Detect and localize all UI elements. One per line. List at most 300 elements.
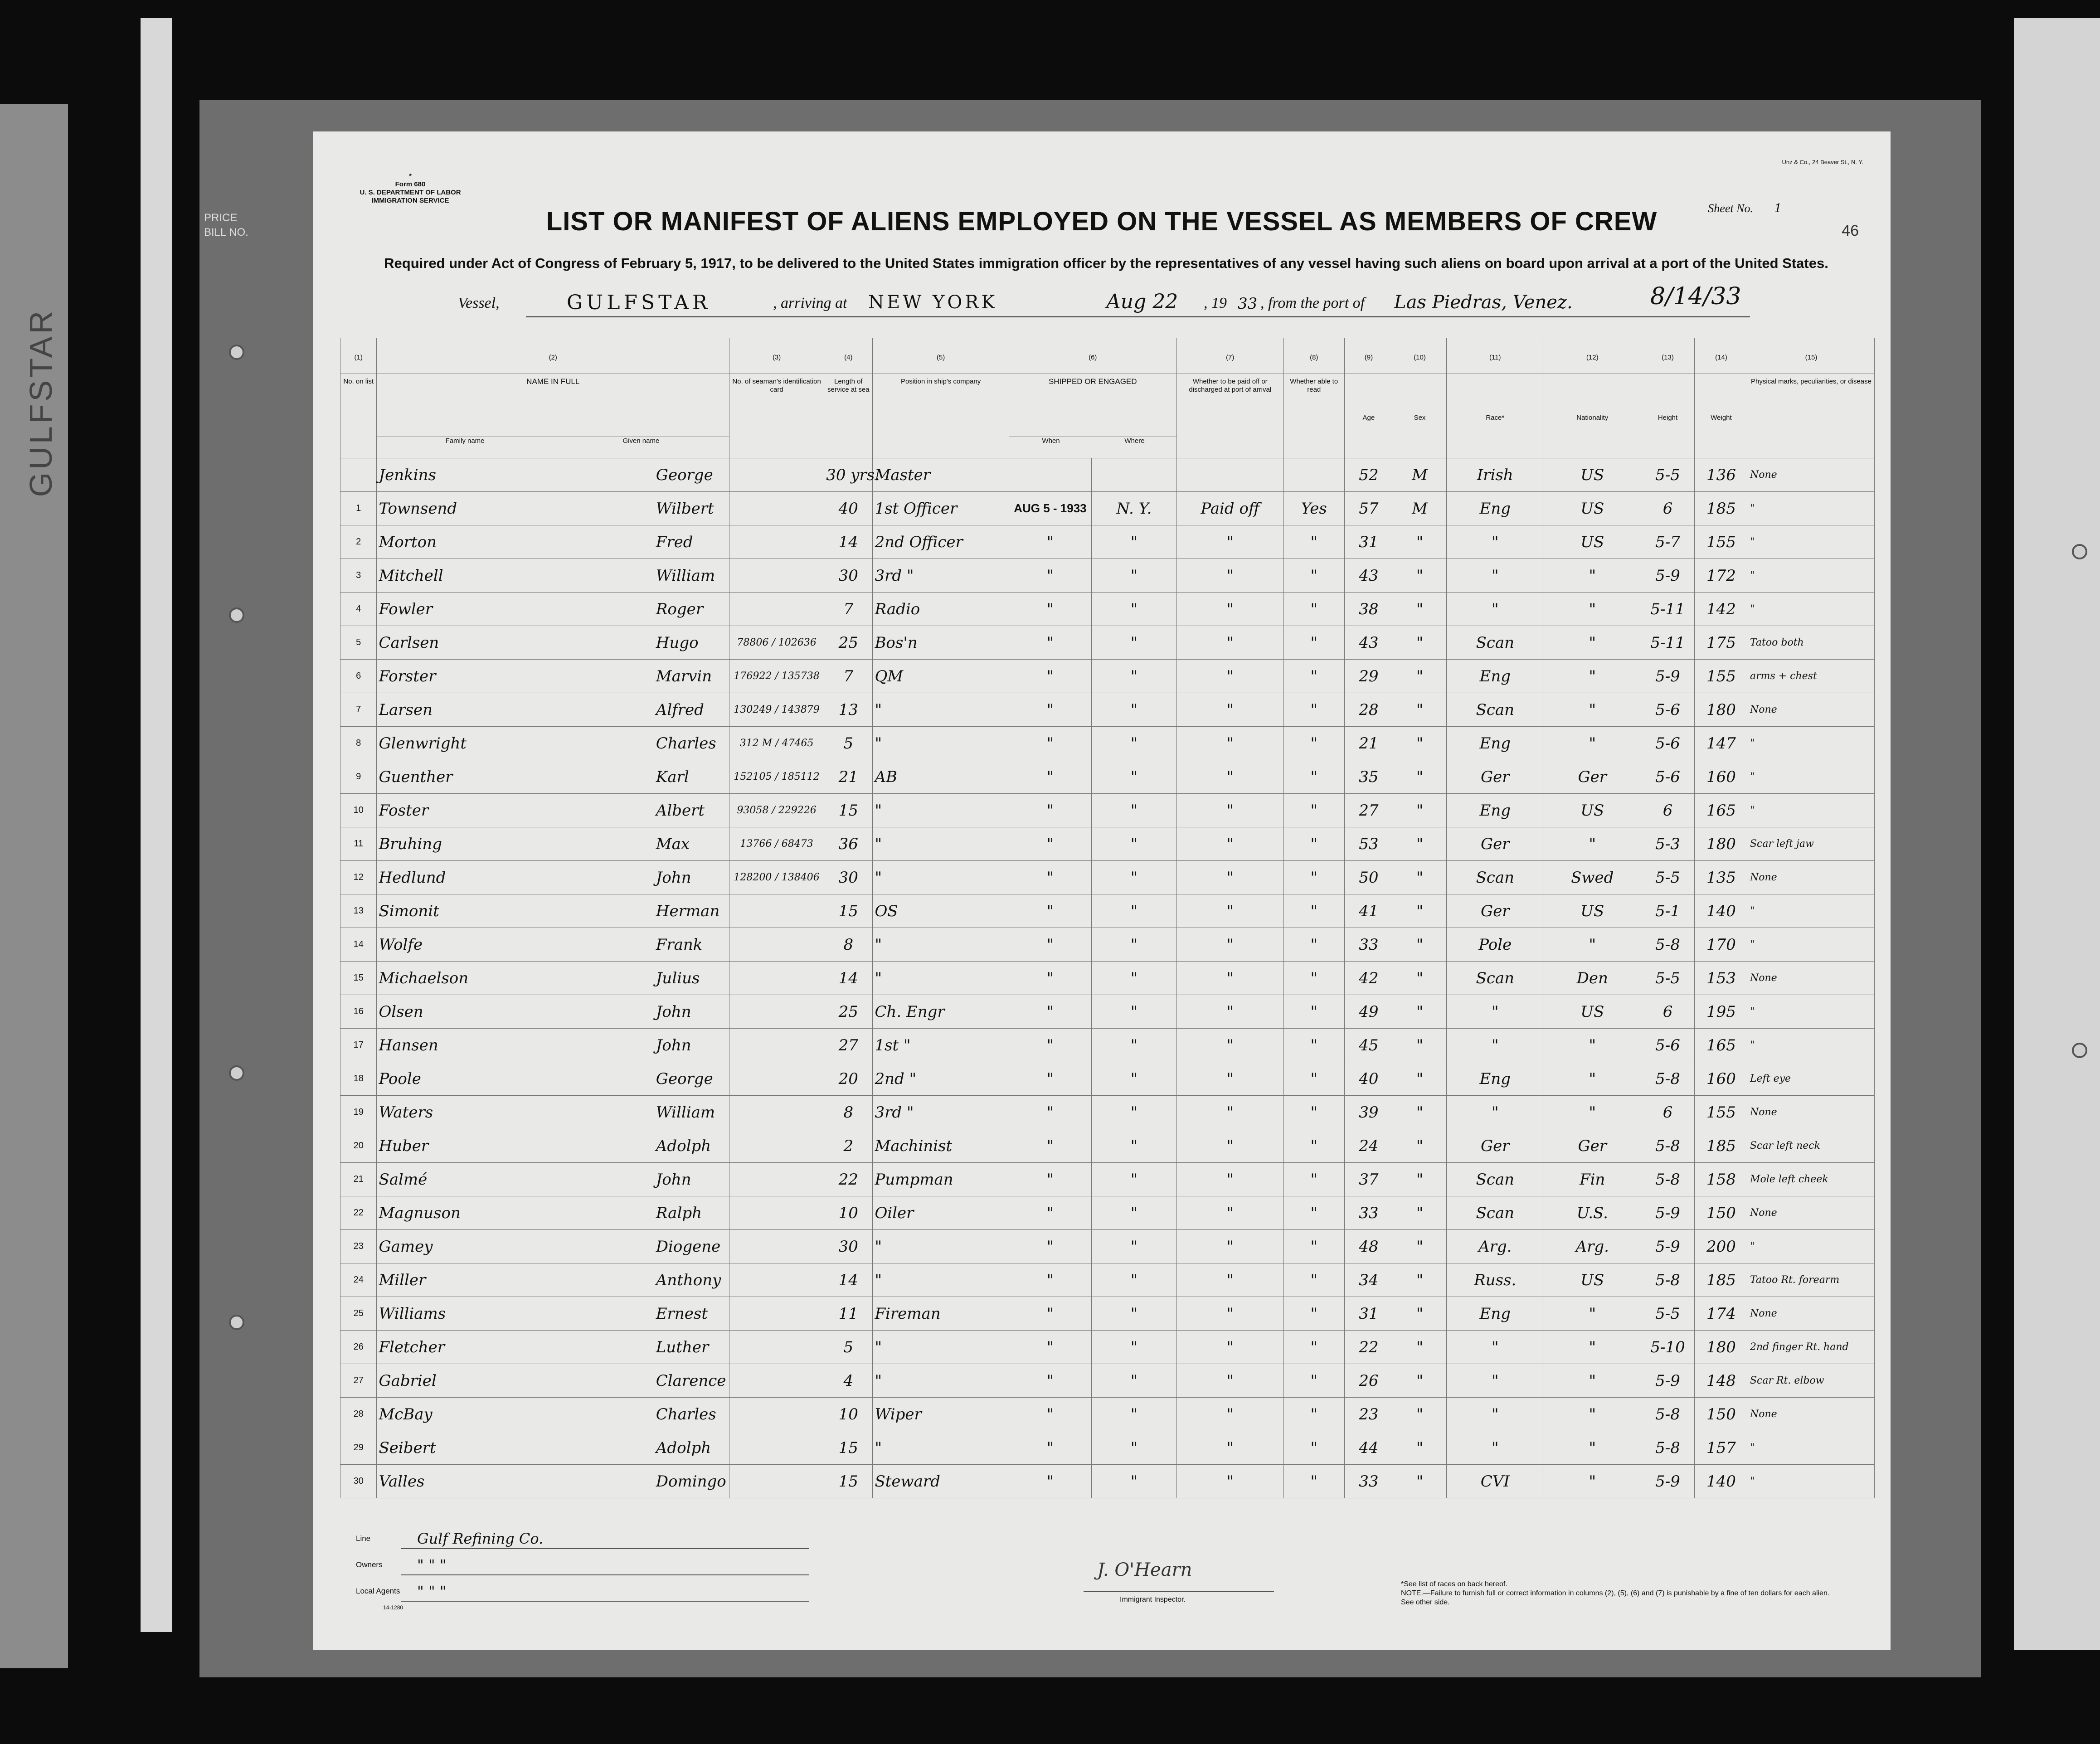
- cell-id-card: [729, 1196, 824, 1230]
- service-name: IMMIGRATION SERVICE: [371, 197, 449, 204]
- cell-able-to-read: ": [1283, 894, 1344, 928]
- cell-row-number: [340, 458, 377, 492]
- cell-height: 5-5: [1641, 962, 1695, 995]
- voyage-line: [313, 283, 1891, 322]
- cell-given-name: George: [654, 1062, 729, 1096]
- cell-race: ": [1447, 995, 1544, 1029]
- cell-family-name: Townsend: [377, 492, 654, 525]
- col-header-weight: Weight: [1695, 374, 1748, 458]
- cell-able-to-read: ": [1283, 760, 1344, 794]
- cell-position: Oiler: [873, 1196, 1009, 1230]
- binder-hole: [229, 1065, 244, 1081]
- col-header-no: No. on list: [340, 374, 377, 458]
- cell-shipped-where: ": [1092, 760, 1177, 794]
- cell-id-card: 128200 / 138406: [729, 861, 824, 894]
- cell-position: ": [873, 794, 1009, 827]
- cell-weight: 155: [1695, 660, 1748, 693]
- cell-paid-off: ": [1176, 593, 1283, 626]
- cell-family-name: Seibert: [377, 1431, 654, 1465]
- cell-service-years: 2: [824, 1129, 873, 1163]
- col-header-sex: Sex: [1393, 374, 1447, 458]
- cell-family-name: Morton: [377, 525, 654, 559]
- cell-age: 31: [1344, 525, 1393, 559]
- cell-able-to-read: ": [1283, 928, 1344, 962]
- line-row: [356, 1525, 544, 1552]
- cell-position: Ch. Engr: [873, 995, 1009, 1029]
- cell-age: 29: [1344, 660, 1393, 693]
- cell-age: 27: [1344, 794, 1393, 827]
- cell-able-to-read: ": [1283, 1129, 1344, 1163]
- cell-family-name: Jenkins: [377, 458, 654, 492]
- cell-shipped-where: ": [1092, 1196, 1177, 1230]
- cell-race: ": [1447, 1331, 1544, 1364]
- cell-shipped-where: ": [1092, 995, 1177, 1029]
- cell-given-name: Ralph: [654, 1196, 729, 1230]
- cell-age: 37: [1344, 1163, 1393, 1196]
- cell-shipped-where: ": [1092, 626, 1177, 660]
- cell-height: 5-8: [1641, 1163, 1695, 1196]
- cell-physical-marks: None: [1748, 962, 1874, 995]
- cell-physical-marks: arms + chest: [1748, 660, 1874, 693]
- cell-weight: 160: [1695, 760, 1748, 794]
- cell-shipped-when: ": [1009, 593, 1091, 626]
- cell-age: 23: [1344, 1398, 1393, 1431]
- cell-able-to-read: Yes: [1283, 492, 1344, 525]
- cell-age: 21: [1344, 727, 1393, 760]
- inspector-signature: J. O'Hearn: [1097, 1559, 1192, 1580]
- cell-nationality: Den: [1544, 962, 1641, 995]
- name-subheaders: [377, 437, 729, 458]
- cell-family-name: Williams: [377, 1297, 654, 1331]
- cell-shipped-where: ": [1092, 1163, 1177, 1196]
- cell-physical-marks: ": [1748, 1230, 1874, 1263]
- cell-able-to-read: ": [1283, 525, 1344, 559]
- cell-shipped-where: ": [1092, 1398, 1177, 1431]
- cell-weight: 180: [1695, 693, 1748, 727]
- cell-shipped-when: ": [1009, 928, 1091, 962]
- cell-nationality: ": [1544, 1465, 1641, 1498]
- cell-sex: ": [1393, 1096, 1447, 1129]
- form-code: 14-1280: [383, 1604, 403, 1611]
- cell-weight: 150: [1695, 1398, 1748, 1431]
- cell-sex: ": [1393, 760, 1447, 794]
- cell-age: 43: [1344, 559, 1393, 593]
- cell-row-number: 1: [340, 492, 377, 525]
- cell-given-name: Roger: [654, 593, 729, 626]
- cell-race: Eng: [1447, 660, 1544, 693]
- cell-row-number: 27: [340, 1364, 377, 1398]
- cell-shipped-when: ": [1009, 894, 1091, 928]
- cell-position: ": [873, 861, 1009, 894]
- cell-race: Russ.: [1447, 1263, 1544, 1297]
- cell-position: Radio: [873, 593, 1009, 626]
- cell-position: 1st Officer: [873, 492, 1009, 525]
- cell-service-years: 15: [824, 1465, 873, 1498]
- cell-weight: 185: [1695, 1263, 1748, 1297]
- col-index: (1): [340, 338, 377, 374]
- cell-height: 5-5: [1641, 861, 1695, 894]
- line-value: Gulf Refining Co.: [417, 1530, 544, 1547]
- cell-physical-marks: Scar left neck: [1748, 1129, 1874, 1163]
- table-row: [340, 492, 1875, 525]
- line-label: Line: [356, 1534, 371, 1543]
- cell-race: Scan: [1447, 1196, 1544, 1230]
- cell-physical-marks: ": [1748, 593, 1874, 626]
- cell-height: 5-8: [1641, 928, 1695, 962]
- cell-able-to-read: [1283, 458, 1344, 492]
- col-index: (8): [1283, 338, 1344, 374]
- cell-race: Scan: [1447, 626, 1544, 660]
- binder-hole: [2072, 544, 2087, 559]
- cell-position: Wiper: [873, 1398, 1009, 1431]
- cell-family-name: Olsen: [377, 995, 654, 1029]
- cell-weight: 174: [1695, 1297, 1748, 1331]
- cell-family-name: Mitchell: [377, 559, 654, 593]
- cell-given-name: Frank: [654, 928, 729, 962]
- cell-paid-off: ": [1176, 861, 1283, 894]
- arriving-label: , arriving at: [773, 295, 847, 311]
- cell-nationality: ": [1544, 928, 1641, 962]
- cell-weight: 158: [1695, 1163, 1748, 1196]
- cell-age: 53: [1344, 827, 1393, 861]
- sheet-value: 1: [1774, 202, 1782, 215]
- cell-shipped-when: ": [1009, 1398, 1091, 1431]
- cell-shipped-where: ": [1092, 1431, 1177, 1465]
- cell-age: 42: [1344, 962, 1393, 995]
- cell-age: 39: [1344, 1096, 1393, 1129]
- cell-id-card: 152105 / 185112: [729, 760, 824, 794]
- cell-family-name: Fletcher: [377, 1331, 654, 1364]
- cell-row-number: 26: [340, 1331, 377, 1364]
- arrival-port: NEW YORK: [868, 292, 998, 313]
- cell-row-number: 4: [340, 593, 377, 626]
- cell-age: 41: [1344, 894, 1393, 928]
- cell-service-years: 30: [824, 861, 873, 894]
- binder-hole: [229, 607, 244, 623]
- cell-id-card: [729, 894, 824, 928]
- cell-id-card: [729, 1364, 824, 1398]
- cell-race: ": [1447, 1431, 1544, 1465]
- col-index: (6): [1009, 338, 1176, 374]
- cell-position: ": [873, 693, 1009, 727]
- cell-sex: ": [1393, 928, 1447, 962]
- cell-paid-off: [1176, 458, 1283, 492]
- cell-age: 33: [1344, 928, 1393, 962]
- table-row: [340, 1431, 1875, 1465]
- cell-shipped-where: ": [1092, 827, 1177, 861]
- cell-id-card: [729, 995, 824, 1029]
- cell-race: Scan: [1447, 1163, 1544, 1196]
- cell-id-card: [729, 458, 824, 492]
- cell-id-card: 312 M / 47465: [729, 727, 824, 760]
- cell-weight: 180: [1695, 827, 1748, 861]
- cell-sex: ": [1393, 660, 1447, 693]
- cell-race: Eng: [1447, 492, 1544, 525]
- owners-row: [356, 1552, 447, 1578]
- cell-service-years: 25: [824, 995, 873, 1029]
- cell-sex: ": [1393, 1431, 1447, 1465]
- cell-position: AB: [873, 760, 1009, 794]
- cell-family-name: Wolfe: [377, 928, 654, 962]
- cell-row-number: 11: [340, 827, 377, 861]
- cell-shipped-where: ": [1092, 1364, 1177, 1398]
- cell-family-name: Guenther: [377, 760, 654, 794]
- cell-sex: ": [1393, 1062, 1447, 1096]
- cell-able-to-read: ": [1283, 1398, 1344, 1431]
- cell-physical-marks: ": [1748, 894, 1874, 928]
- table-row: [340, 1163, 1875, 1196]
- cell-service-years: 10: [824, 1398, 873, 1431]
- cell-given-name: Julius: [654, 962, 729, 995]
- shipped-subheaders: [1009, 437, 1176, 458]
- cell-family-name: Gamey: [377, 1230, 654, 1263]
- cell-nationality: Swed: [1544, 861, 1641, 894]
- cell-age: 48: [1344, 1230, 1393, 1263]
- cell-paid-off: ": [1176, 559, 1283, 593]
- cell-sex: ": [1393, 593, 1447, 626]
- inspector-label: Immigrant Inspector.: [1120, 1596, 1186, 1603]
- col-index: (13): [1641, 338, 1695, 374]
- cell-sex: M: [1393, 458, 1447, 492]
- cell-given-name: Adolph: [654, 1129, 729, 1163]
- cell-able-to-read: ": [1283, 693, 1344, 727]
- arrival-year: 33: [1238, 295, 1258, 313]
- cell-age: 33: [1344, 1196, 1393, 1230]
- cell-shipped-when: ": [1009, 660, 1091, 693]
- cell-physical-marks: None: [1748, 1398, 1874, 1431]
- cell-weight: 153: [1695, 962, 1748, 995]
- cell-given-name: Charles: [654, 727, 729, 760]
- cell-physical-marks: Tatoo both: [1748, 626, 1874, 660]
- cell-row-number: 28: [340, 1398, 377, 1431]
- cell-given-name: Adolph: [654, 1431, 729, 1465]
- from-port-label: , from the port of: [1260, 295, 1365, 311]
- column-index-row: [340, 338, 1875, 374]
- cell-weight: 195: [1695, 995, 1748, 1029]
- cell-given-name: Clarence: [654, 1364, 729, 1398]
- cell-position: ": [873, 1230, 1009, 1263]
- cell-height: 5-9: [1641, 1196, 1695, 1230]
- cell-shipped-when: ": [1009, 1364, 1091, 1398]
- cell-height: 5-7: [1641, 525, 1695, 559]
- cell-physical-marks: ": [1748, 1431, 1874, 1465]
- cell-able-to-read: ": [1283, 1062, 1344, 1096]
- cell-weight: 185: [1695, 1129, 1748, 1163]
- cell-paid-off: ": [1176, 794, 1283, 827]
- cell-paid-off: ": [1176, 760, 1283, 794]
- cell-race: Arg.: [1447, 1230, 1544, 1263]
- cell-shipped-where: ": [1092, 525, 1177, 559]
- cell-weight: 135: [1695, 861, 1748, 894]
- cell-position: ": [873, 1263, 1009, 1297]
- cell-row-number: 9: [340, 760, 377, 794]
- departure-port: Las Piedras, Venez.: [1394, 292, 1573, 313]
- cell-sex: ": [1393, 1297, 1447, 1331]
- cell-race: Scan: [1447, 962, 1544, 995]
- cell-nationality: ": [1544, 1431, 1641, 1465]
- col-index: (14): [1695, 338, 1748, 374]
- cell-physical-marks: ": [1748, 928, 1874, 962]
- cell-able-to-read: ": [1283, 1196, 1344, 1230]
- col-header-name: NAME IN FULL: [377, 374, 729, 437]
- table-row: [340, 861, 1875, 894]
- cell-age: 50: [1344, 861, 1393, 894]
- col-index: (2): [377, 338, 729, 374]
- cell-paid-off: ": [1176, 1465, 1283, 1498]
- owners-rule: [401, 1574, 809, 1575]
- cell-given-name: John: [654, 861, 729, 894]
- table-row: [340, 1029, 1875, 1062]
- cell-id-card: [729, 1029, 824, 1062]
- cell-nationality: ": [1544, 827, 1641, 861]
- cell-paid-off: ": [1176, 1096, 1283, 1129]
- col-index: (15): [1748, 338, 1874, 374]
- cell-service-years: 30 yrs.: [824, 458, 873, 492]
- col-header-nationality: Nationality: [1544, 374, 1641, 458]
- page-edge-left: [141, 18, 172, 1632]
- cell-sex: ": [1393, 962, 1447, 995]
- cell-service-years: 13: [824, 693, 873, 727]
- cell-shipped-when: ": [1009, 1297, 1091, 1331]
- cell-nationality: Ger: [1544, 760, 1641, 794]
- line-rule: [401, 1548, 809, 1549]
- cell-able-to-read: ": [1283, 1465, 1344, 1498]
- crew-rows: [340, 458, 1875, 1498]
- table-row: [340, 626, 1875, 660]
- cell-height: 5-11: [1641, 626, 1695, 660]
- cell-height: 5-6: [1641, 693, 1695, 727]
- cell-position: Machinist: [873, 1129, 1009, 1163]
- cell-height: 5-6: [1641, 1029, 1695, 1062]
- cell-given-name: Wilbert: [654, 492, 729, 525]
- cell-position: 1st ": [873, 1029, 1009, 1062]
- col-header-given-name: Given name: [622, 437, 660, 445]
- table-row: [340, 995, 1875, 1029]
- cell-race: ": [1447, 525, 1544, 559]
- cell-height: 5-9: [1641, 1230, 1695, 1263]
- cell-age: 49: [1344, 995, 1393, 1029]
- page-subtitle: Required under Act of Congress of February 5, 1917, to be delivered to the United States immigration officer by the representatives of any vessel having such aliens on board upon arrival at a port of the United States.: [384, 255, 1828, 271]
- cell-shipped-when: ": [1009, 1029, 1091, 1062]
- agents-value: " " ": [417, 1583, 447, 1600]
- cell-paid-off: ": [1176, 1163, 1283, 1196]
- cell-row-number: 22: [340, 1196, 377, 1230]
- cell-able-to-read: ": [1283, 861, 1344, 894]
- cell-paid-off: ": [1176, 1331, 1283, 1364]
- cell-service-years: 40: [824, 492, 873, 525]
- cell-nationality: ": [1544, 1096, 1641, 1129]
- cell-position: ": [873, 962, 1009, 995]
- cell-shipped-where: ": [1092, 1230, 1177, 1263]
- cell-shipped-when: ": [1009, 1196, 1091, 1230]
- cell-paid-off: ": [1176, 1029, 1283, 1062]
- cell-service-years: 5: [824, 1331, 873, 1364]
- cell-height: 6: [1641, 1096, 1695, 1129]
- cell-given-name: Ernest: [654, 1297, 729, 1331]
- cell-service-years: 14: [824, 525, 873, 559]
- cell-shipped-when: [1009, 458, 1091, 492]
- cell-paid-off: ": [1176, 1263, 1283, 1297]
- cell-paid-off: ": [1176, 1196, 1283, 1230]
- cell-family-name: McBay: [377, 1398, 654, 1431]
- cell-weight: 165: [1695, 794, 1748, 827]
- col-index: (12): [1544, 338, 1641, 374]
- cell-height: 5-11: [1641, 593, 1695, 626]
- table-row: [340, 794, 1875, 827]
- cell-nationality: US: [1544, 894, 1641, 928]
- file-number-label: [204, 211, 248, 240]
- cell-paid-off: ": [1176, 1297, 1283, 1331]
- cell-weight: 200: [1695, 1230, 1748, 1263]
- cell-id-card: [729, 1263, 824, 1297]
- printer-imprint: Unz & Co., 24 Beaver St., N. Y.: [1782, 159, 1863, 165]
- cell-physical-marks: None: [1748, 1096, 1874, 1129]
- cell-service-years: 15: [824, 794, 873, 827]
- cell-height: 5-5: [1641, 458, 1695, 492]
- cell-row-number: 25: [340, 1297, 377, 1331]
- cell-height: 5-8: [1641, 1129, 1695, 1163]
- cell-family-name: Hansen: [377, 1029, 654, 1062]
- cell-nationality: ": [1544, 1331, 1641, 1364]
- cell-height: 5-5: [1641, 1297, 1695, 1331]
- cell-sex: ": [1393, 827, 1447, 861]
- cell-race: Irish: [1447, 458, 1544, 492]
- cell-able-to-read: ": [1283, 1331, 1344, 1364]
- cell-physical-marks: ": [1748, 559, 1874, 593]
- cell-position: OS: [873, 894, 1009, 928]
- cell-given-name: Karl: [654, 760, 729, 794]
- cell-shipped-where: ": [1092, 1465, 1177, 1498]
- cell-shipped-where: ": [1092, 727, 1177, 760]
- col-index: (4): [824, 338, 873, 374]
- cell-sex: ": [1393, 1230, 1447, 1263]
- cell-height: 5-8: [1641, 1398, 1695, 1431]
- cell-shipped-where: ": [1092, 928, 1177, 962]
- cell-physical-marks: 2nd finger Rt. hand: [1748, 1331, 1874, 1364]
- cell-shipped-where: ": [1092, 1096, 1177, 1129]
- cell-id-card: [729, 593, 824, 626]
- cell-paid-off: ": [1176, 1062, 1283, 1096]
- cell-service-years: 20: [824, 1062, 873, 1096]
- cell-position: 3rd ": [873, 1096, 1009, 1129]
- cell-row-number: 7: [340, 693, 377, 727]
- cell-family-name: Waters: [377, 1096, 654, 1129]
- cell-given-name: Anthony: [654, 1263, 729, 1297]
- cell-shipped-where: ": [1092, 1331, 1177, 1364]
- cell-shipped-when: ": [1009, 861, 1091, 894]
- penalty-note: NOTE.—Failure to furnish full or correct information in columns (2), (5), (6) and (7) is punishable by a fine of ten dollars for each alien. See other side.: [1401, 1589, 1830, 1606]
- cell-id-card: [729, 1398, 824, 1431]
- cell-shipped-where: N. Y.: [1092, 492, 1177, 525]
- arrival-date: Aug 22: [1106, 290, 1178, 313]
- cell-id-card: [729, 962, 824, 995]
- cell-row-number: 6: [340, 660, 377, 693]
- cell-shipped-when: ": [1009, 1129, 1091, 1163]
- cell-row-number: 21: [340, 1163, 377, 1196]
- cell-sex: ": [1393, 1196, 1447, 1230]
- cell-nationality: ": [1544, 1364, 1641, 1398]
- cell-nationality: U.S.: [1544, 1196, 1641, 1230]
- cell-service-years: 36: [824, 827, 873, 861]
- col-index: (7): [1176, 338, 1283, 374]
- cell-shipped-when: ": [1009, 962, 1091, 995]
- cell-shipped-where: ": [1092, 693, 1177, 727]
- table-row: [340, 1096, 1875, 1129]
- cell-service-years: 11: [824, 1297, 873, 1331]
- cell-nationality: US: [1544, 458, 1641, 492]
- cell-able-to-read: ": [1283, 626, 1344, 660]
- cell-shipped-where: ": [1092, 1297, 1177, 1331]
